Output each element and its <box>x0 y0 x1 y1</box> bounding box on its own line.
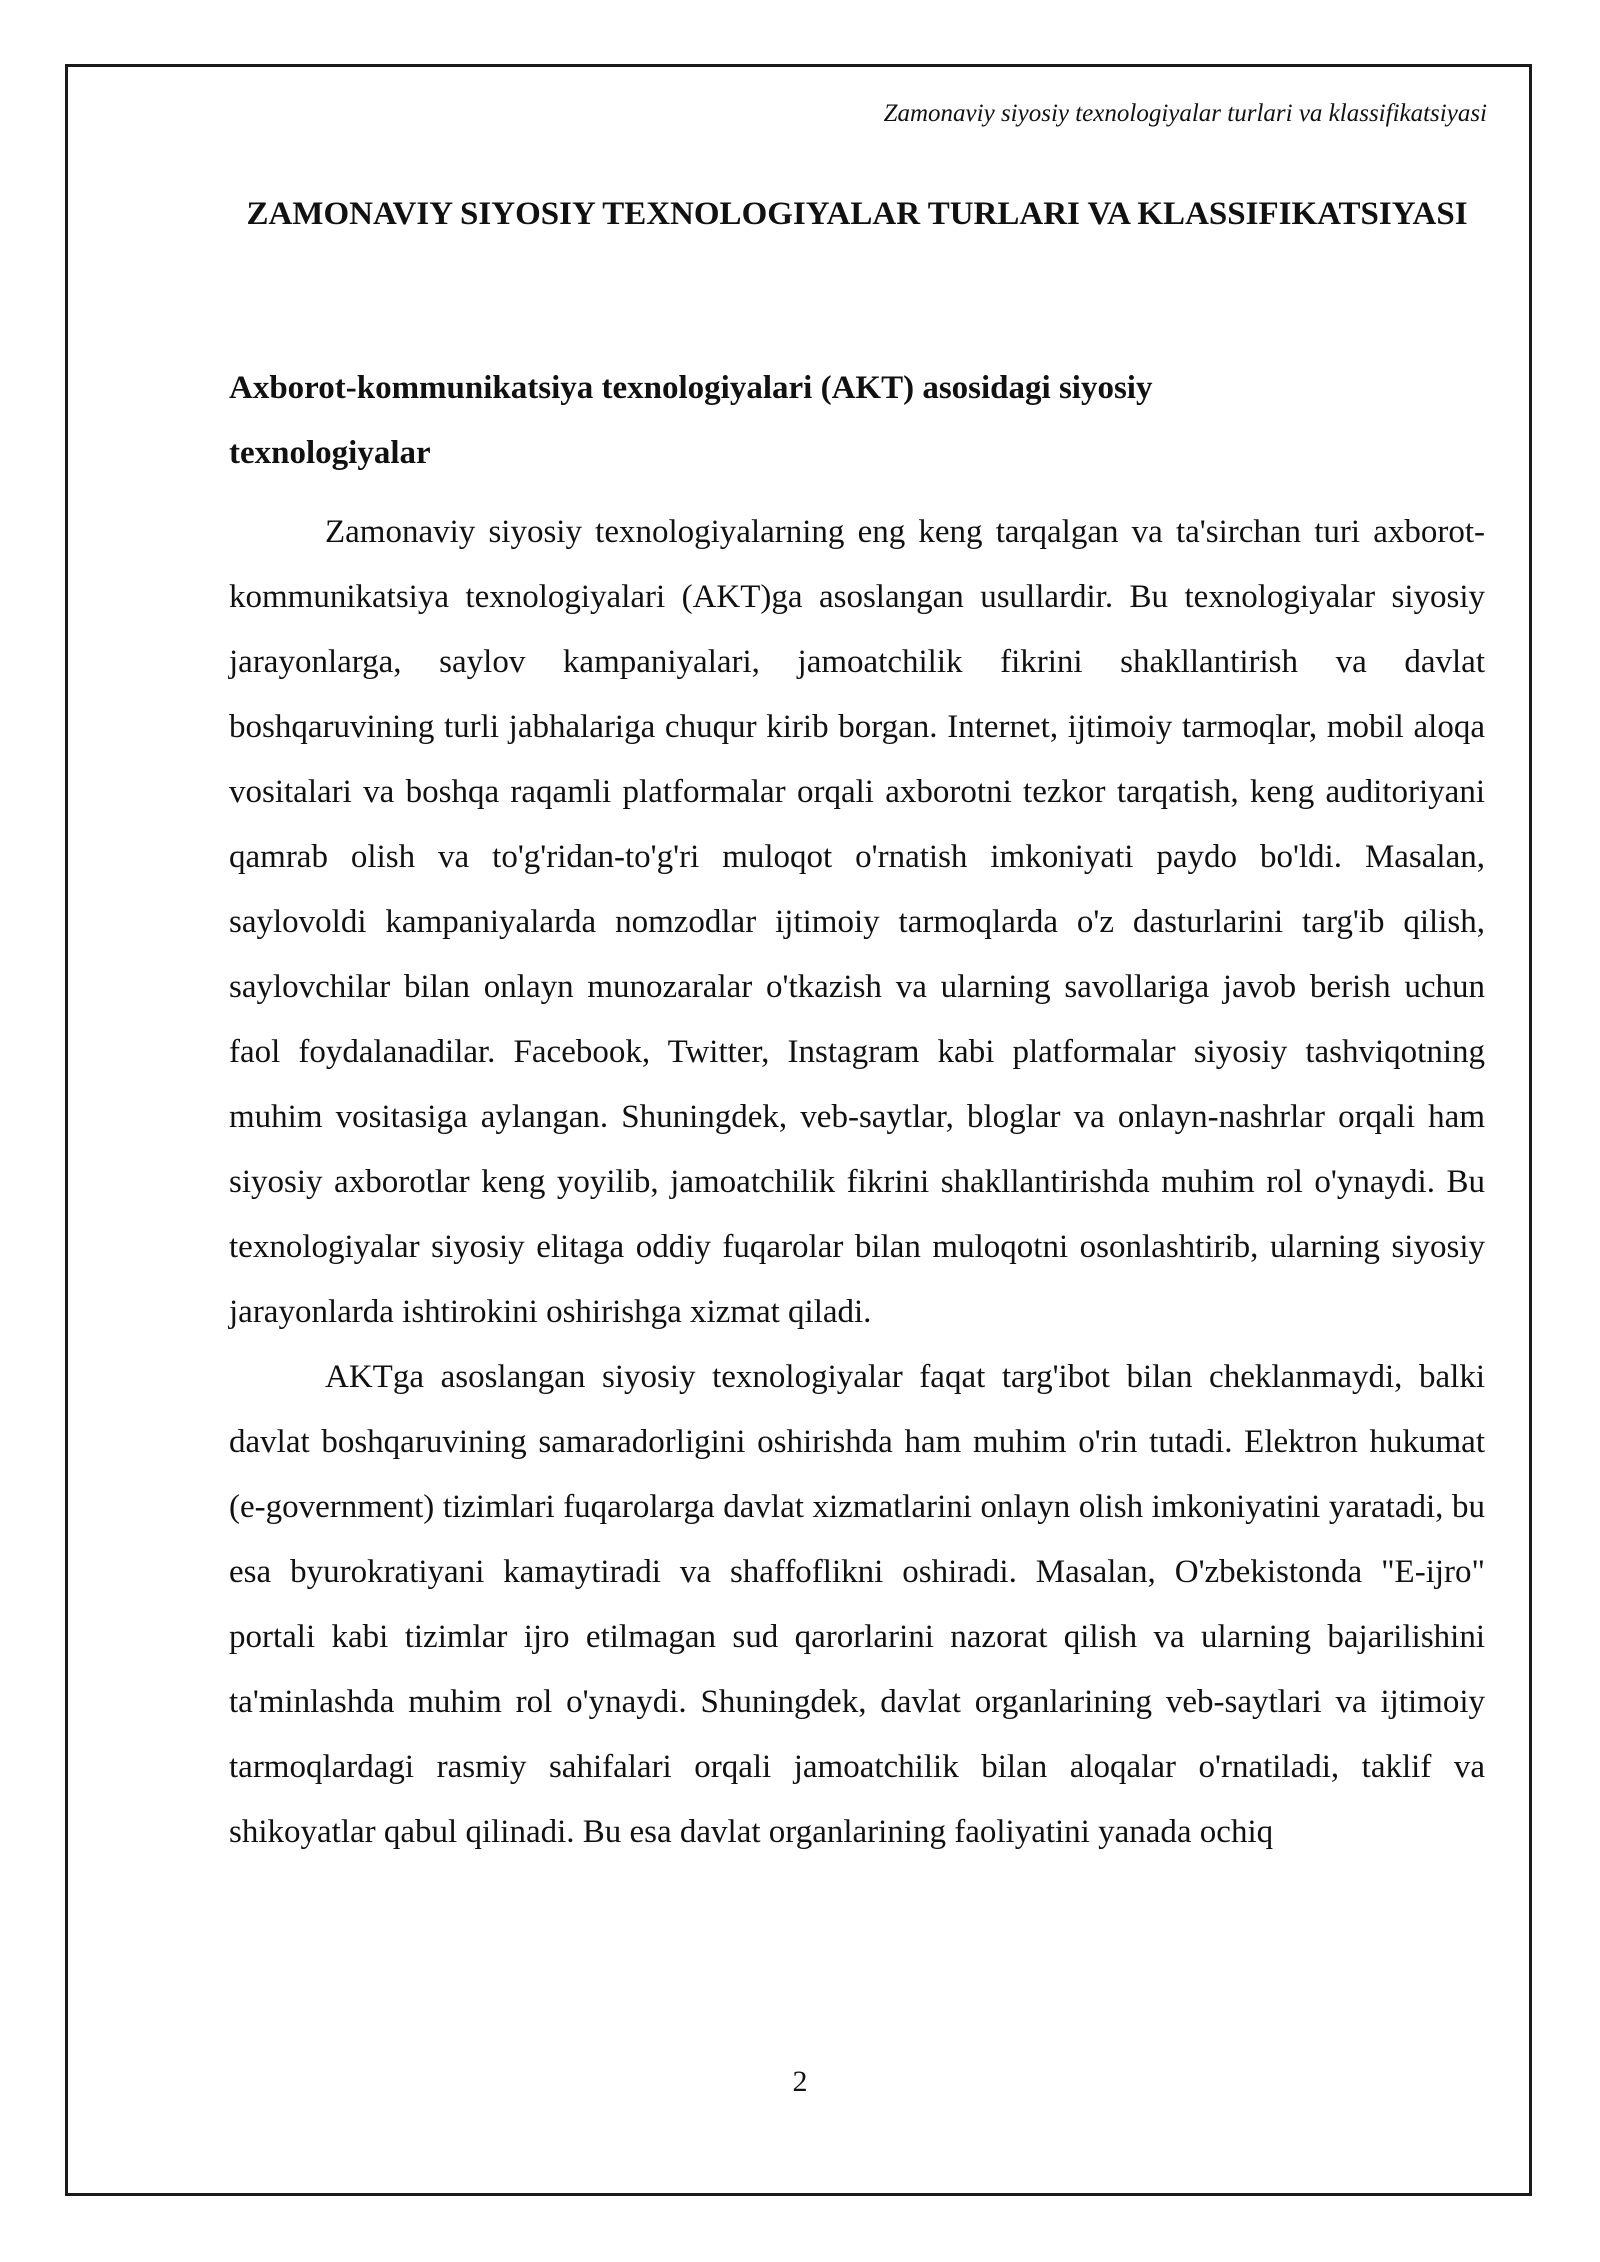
body-text <box>229 500 1485 1865</box>
page-number: 2 <box>792 2065 808 2098</box>
document-title: ZAMONAVIY SIYOSIY TEXNOLOGIYALAR TURLARI VA KLASSIFIKATSIYASI <box>246 196 1468 232</box>
paragraph: AKTga asoslangan siyosiy texnologiyalar faqat targ'ibot bilan cheklanmaydi, balki davlat boshqaruvining samaradorligini oshirishda ham muhim o'rin tutadi. Elektron hukumat (e-government) tizimlari fuqarolarga davlat xizmatlarini onlayn olish imkoniyatini yaratadi, bu esa byurokratiyani kamaytiradi va shaffoflikni oshiradi. Masalan, O'zbekistonda "E-ijro" portali kabi tizimlar ijro etilmagan sud qarorlarini nazorat qilish va ularning bajarilishini ta'minlashda muhim rol o'ynaydi. Shuningdek, davlat organlarining veb-saytlari va ijtimoiy tarmoqlardagi rasmiy sahifalari orqali jamoatchilik bilan aloqalar o'rnatiladi, taklif va shikoyatlar qabul qilinadi. Bu esa davlat organlarining faoliyatini yanada ochiq <box>229 1359 1485 1850</box>
paragraph: Zamonaviy siyosiy texnologiyalarning eng keng tarqalgan va ta'sirchan turi axborot-kommunikatsiya texnologiyalari (AKT)ga asoslangan usullardir. Bu texnologiyalar siyosiy jarayonlarga, saylov kampaniyalari, jamoatchilik fikrini shakllantirish va davlat boshqaruvining turli jabhalariga chuqur kirib borgan. Internet, ijtimoiy tarmoqlar, mobil aloqa vositalari va boshqa raqamli platformalar orqali axborotni tezkor tarqatish, keng auditoriyani qamrab olish va to'g'ridan-to'g'ri muloqot o'rnatish imkoniyati paydo bo'ldi. Masalan, saylovoldi kampaniyalarda nomzodlar ijtimoiy tarmoqlarda o'z dasturlarini targ'ib qilish, saylovchilar bilan onlayn munozaralar o'tkazish va ularning savollariga javob berish uchun faol foydalanadilar. Facebook, Twitter, Instagram kabi platformalar siyosiy tashviqotning muhim vositasiga aylangan. Shuningdek, veb-saytlar, bloglar va onlayn-nashrlar orqali ham siyosiy axborotlar keng yoyilib, jamoatchilik fikrini shakllantirishda muhim rol o'ynaydi. Bu texnologiyalar siyosiy elitaga oddiy fuqarolar bilan muloqotni osonlashtirib, ularning siyosiy jarayonlarda ishtirokini oshirishga xizmat qiladi. <box>229 514 1485 1330</box>
section-heading: Axborot-kommunikatsiya texnologiyalari (AKT) asosidagi siyosiy texnologiyalar <box>229 370 1153 471</box>
running-header: Zamonaviy siyosiy texnologiyalar turlari va klassifikatsiyasi <box>883 100 1487 127</box>
